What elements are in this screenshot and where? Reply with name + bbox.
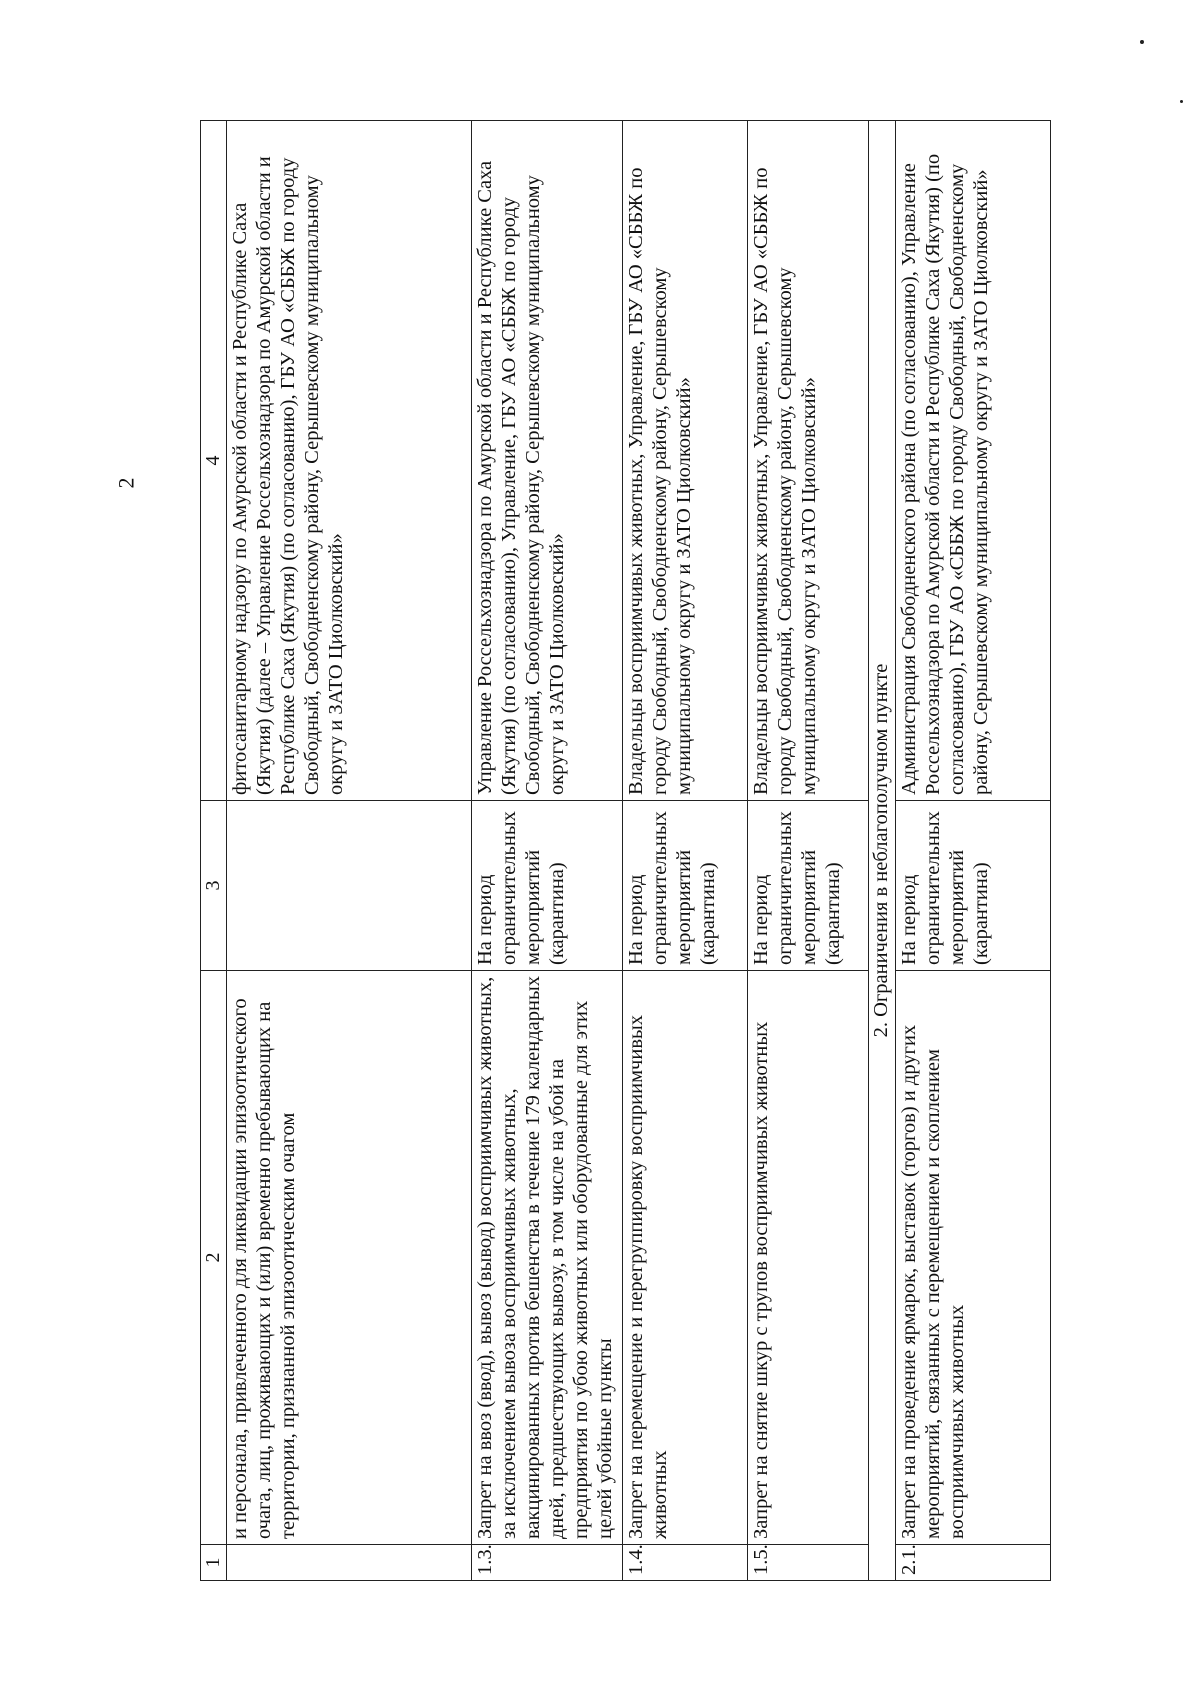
measures-table — [200, 120, 1051, 1581]
measure-cell: Запрет на снятие шкур с трупов восприимчивых животных — [748, 971, 869, 1545]
measure-cell: Запрет на перемещение и перегруппировку восприимчивых животных — [623, 971, 748, 1545]
section-header-row — [869, 121, 896, 1581]
period-cell: На период ограничительных мероприятий (карантина) — [472, 801, 623, 971]
row-number — [227, 1545, 472, 1581]
row-number: 1.4. — [623, 1545, 748, 1581]
row-number: 1.5. — [748, 1545, 869, 1581]
header-cell: 4 — [201, 121, 227, 801]
period-cell — [227, 801, 472, 971]
section-title: 2. Ограничения в неблагополучном пункте — [869, 121, 896, 1581]
header-cell: 2 — [201, 971, 227, 1545]
rotated-table-wrapper — [200, 121, 993, 1581]
header-cell: 1 — [201, 1545, 227, 1581]
scan-speck — [1180, 100, 1183, 103]
measure-cell: и персонала, привлеченного для ликвидации эпизоотического очага, лиц, проживающих и (или) временно пребывающих на территории, признанной эпизоотическим очагом — [227, 971, 472, 1545]
page-number: 2 — [113, 477, 139, 489]
period-cell: На период ограничительных мероприятий (карантина) — [748, 801, 869, 971]
row-number: 1.3. — [472, 1545, 623, 1581]
table-row — [623, 121, 748, 1581]
responsible-cell: фитосанитарному надзору по Амурской области и Республике Саха (Якутия) (далее – Управление Россельхознадзора по Амурской области и Республике Саха (Якутия) (по согласованию), ГБУ АО «СББЖ по городу Свободный, Свободненскому району, Серышевскому муниципальному округу и ЗАТО Циолковский» — [227, 121, 472, 801]
table-header-row — [201, 121, 227, 1581]
table-row — [472, 121, 623, 1581]
responsible-cell: Управление Россельхознадзора по Амурской области и Республике Саха (Якутия) (по согласованию), Управление, ГБУ АО «СББЖ по городу Свободный, Свободненскому району, Серышевскому муниципальному округу и ЗАТО Циолковский» — [472, 121, 623, 801]
header-cell: 3 — [201, 801, 227, 971]
table-row — [896, 121, 1051, 1581]
row-number: 2.1. — [896, 1545, 1051, 1581]
scan-speck — [1140, 40, 1144, 44]
responsible-cell: Администрация Свободненского района (по согласованию), Управление Россельхознадзора по Амурской области и Республике Саха (Якутия) (по согласованию), ГБУ АО «СББЖ по городу Свободный, Свободненскому району, Серышевскому муниципальному округу и ЗАТО Циолковский» — [896, 121, 1051, 801]
period-cell: На период ограничительных мероприятий (карантина) — [896, 801, 1051, 971]
measure-cell: Запрет на ввоз (ввод), вывоз (вывод) восприимчивых животных, за исключением вывоза восприимчивых животных, вакцинированных против бешенства в течение 179 календарных дней, предшествующих вывозу, в том числе на убой на предприятия по убою животных или оборудованные для этих целей убойные пункты — [472, 971, 623, 1545]
table-row — [748, 121, 869, 1581]
measure-cell: Запрет на проведение ярмарок, выставок (торгов) и других мероприятий, связанных с перемещением и скоплением восприимчивых животных — [896, 971, 1051, 1545]
responsible-cell: Владельцы восприимчивых животных, Управление, ГБУ АО «СББЖ по городу Свободный, Свободненскому району, Серышевскому муниципальному округу и ЗАТО Циолковский» — [748, 121, 869, 801]
period-cell: На период ограничительных мероприятий (карантина) — [623, 801, 748, 971]
responsible-cell: Владельцы восприимчивых животных, Управление, ГБУ АО «СББЖ по городу Свободный, Свободненскому району, Серышевскому муниципальному округу и ЗАТО Циолковский» — [623, 121, 748, 801]
table-row — [227, 121, 472, 1581]
